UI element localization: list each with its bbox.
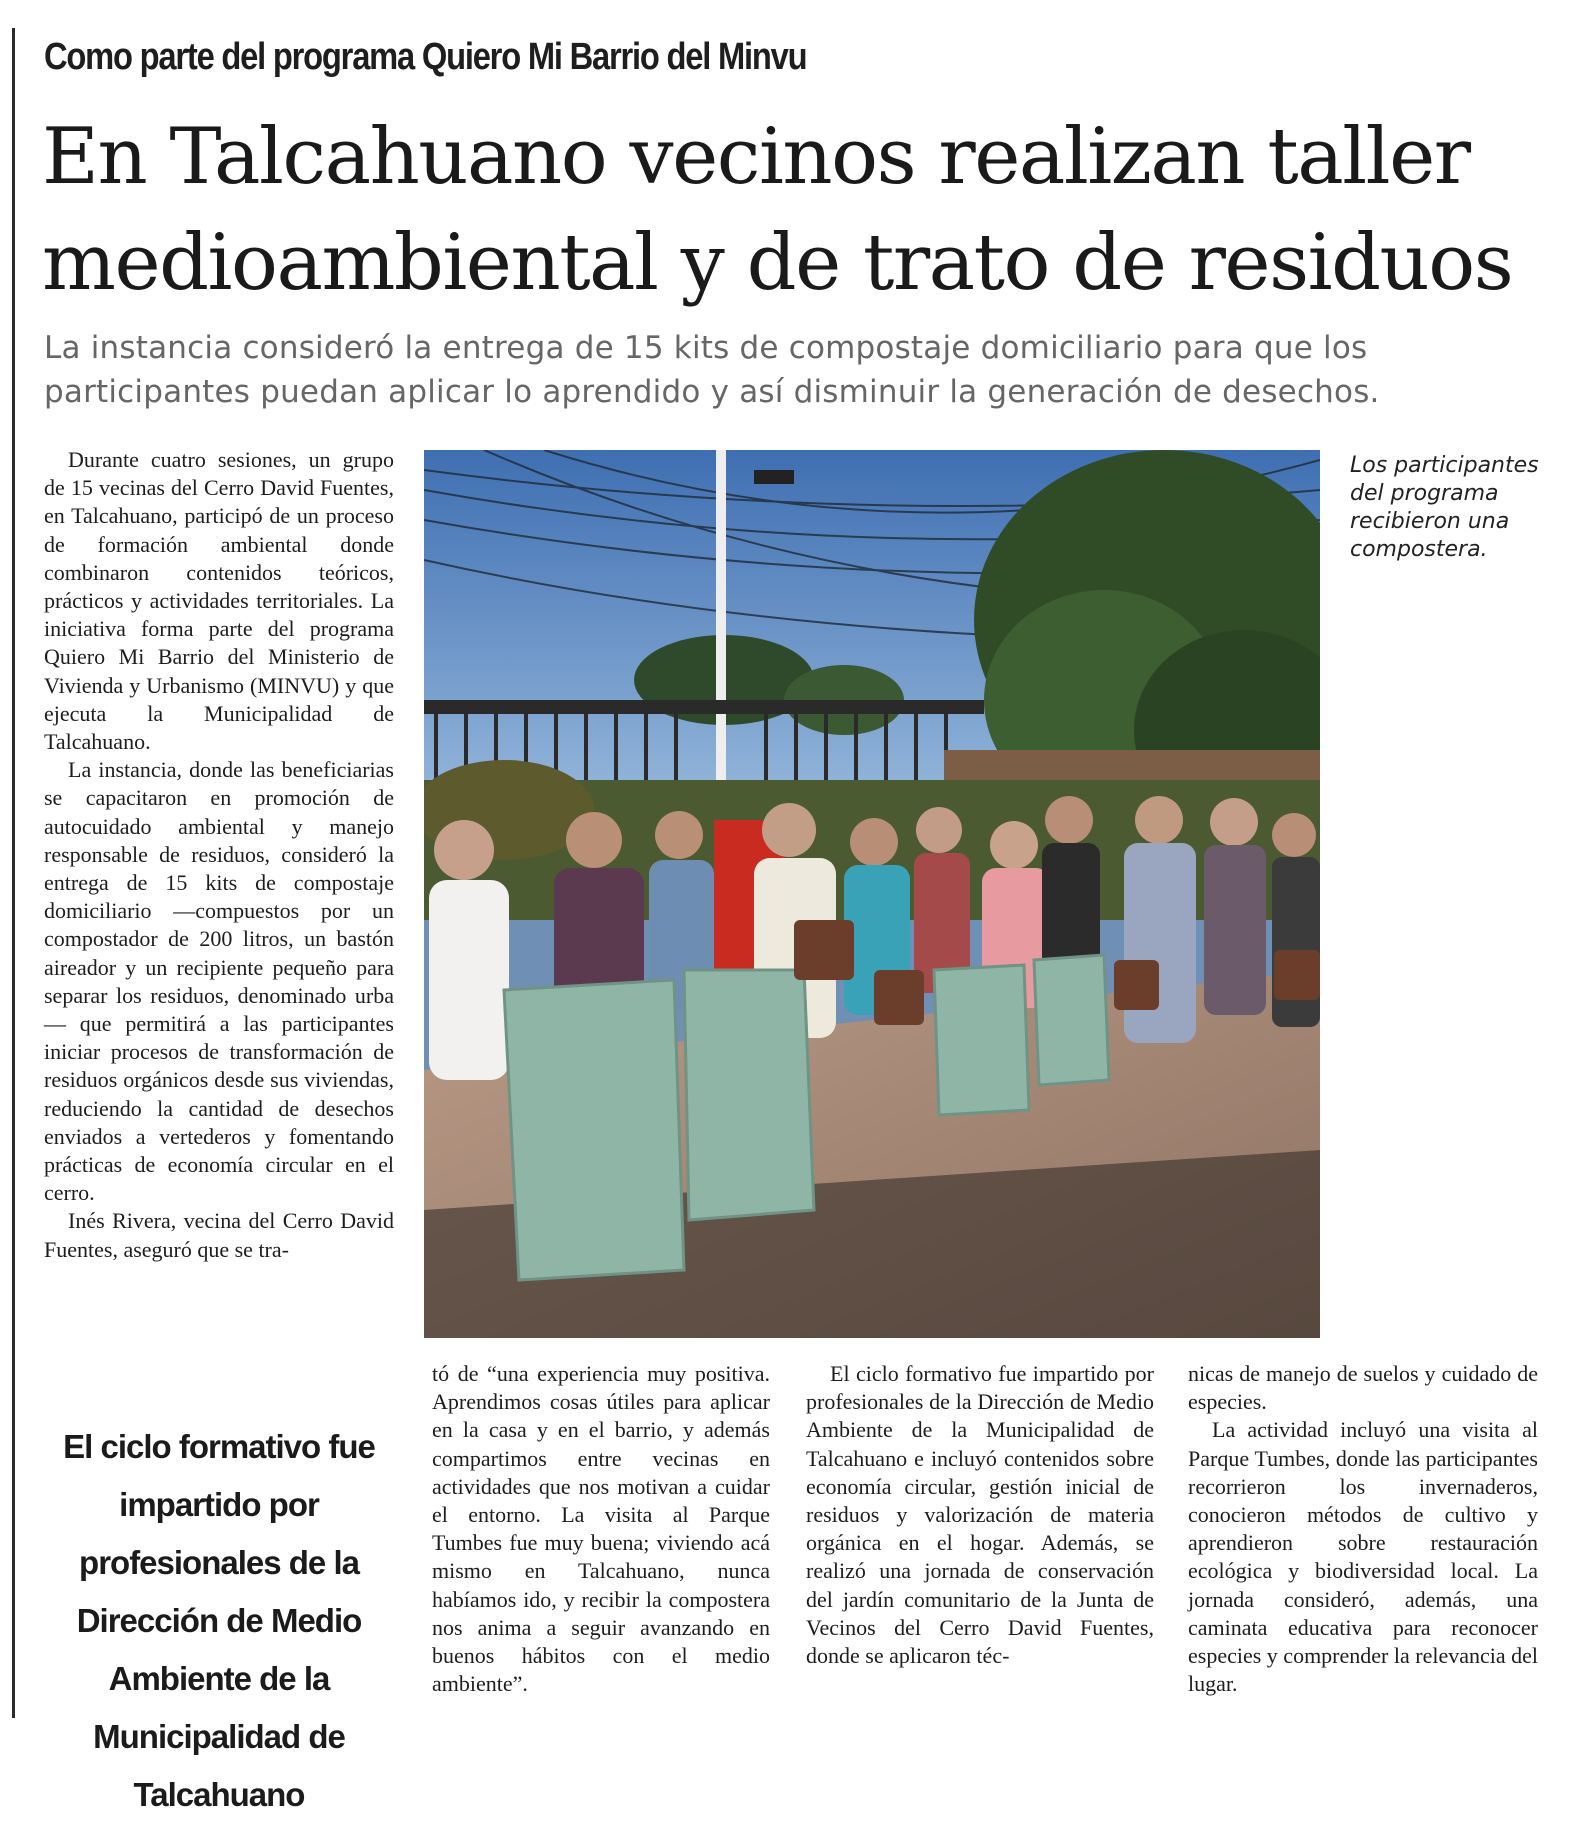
body-paragraph: nicas de manejo de suelos y cuidado de especies. (1188, 1361, 1538, 1415)
pull-quote: El ciclo formativo fue impartido por profesionales de la Dirección de Medio Ambiente de la Municipalidad de Talcahuano (63, 1428, 375, 1813)
article-kicker: Como parte del programa Quiero Mi Barrio del Minvu (44, 36, 807, 78)
article-deck: La instancia consideró la entrega de 15 kits de compostaje domiciliario para que los participantes puedan aplicar lo aprendido y así disminuir la generación de desechos. (44, 330, 1380, 410)
article-photo (424, 450, 1320, 1338)
body-paragraph: Inés Rivera, vecina del Cerro David Fuentes, aseguró que se tra- (44, 1208, 394, 1262)
body-paragraph: La actividad incluyó una visita al Parque Tumbes, donde las participantes recorrieron los invernaderos, conocieron métodos de cultivo y aprendieron sobre restauración ecológica y biodiversidad local. La jornada consideró, además, una caminata educativa para reconocer especies y comprender la relevancia del lugar. (1188, 1417, 1538, 1697)
article-headline: En Talcahuano vecinos realizan taller medioambiental y de trato de residuos (42, 112, 1513, 308)
body-column-1 (44, 446, 394, 1264)
body-column-4 (1188, 1360, 1538, 1698)
body-paragraph: La instancia, donde las beneficiarias se capacitaron en promoción de autocuidado ambiental y manejo responsable de residuos, consideró la entrega de 15 kits de compostaje domiciliario —compuestos por un compostador de 200 litros, un bastón aireador y un recipiente pequeño para separar los residuos, denominado urba— que permitirá a las participantes iniciar procesos de transformación de residuos orgánicos desde sus viviendas, reduciendo la cantidad de desechos enviados a vertederos y fomentando prácticas de economía circular en el cerro. (44, 757, 394, 1206)
photo-caption: Los participantes del programa recibieron una compostera. (1350, 453, 1539, 562)
group-photo-illustration (424, 450, 1320, 1338)
body-paragraph: Durante cuatro sesiones, un grupo de 15 vecinas del Cerro David Fuentes, en Talcahuano, participó de un proceso de formación ambiental donde combinaron contenidos teóricos, prácticos y actividades territoriales. La iniciativa forma parte del programa Quiero Mi Barrio del Ministerio de Vivienda y Urbanismo (MINVU) y que ejecuta la Municipalidad de Talcahuano. (44, 447, 394, 755)
body-paragraph: tó de “una experiencia muy positiva. Aprendimos cosas útiles para aplicar en la casa y en el barrio, y además compartimos entre vecinas en actividades que nos motivan a cuidar el entorno. La visita al Parque Tumbes fue muy buena; viviendo acá mismo en Talcahuano, nunca habíamos ido, y recibir la compostera nos anima a seguir avanzando en buenos hábitos con el medio ambiente”. (432, 1361, 770, 1697)
body-column-3 (806, 1360, 1154, 1670)
left-column-rule (12, 28, 15, 1718)
body-column-2 (432, 1360, 770, 1698)
body-paragraph: El ciclo formativo fue impartido por profesionales de la Dirección de Medio Ambiente de la Municipalidad de Talcahuano e incluyó contenidos sobre economía circular, gestión inicial de residuos y valorización de materia orgánica en el hogar. Además, se realizó una jornada de conservación del jardín comunitario de la Junta de Vecinos del Cerro David Fuentes, donde se aplicaron téc- (806, 1361, 1154, 1669)
